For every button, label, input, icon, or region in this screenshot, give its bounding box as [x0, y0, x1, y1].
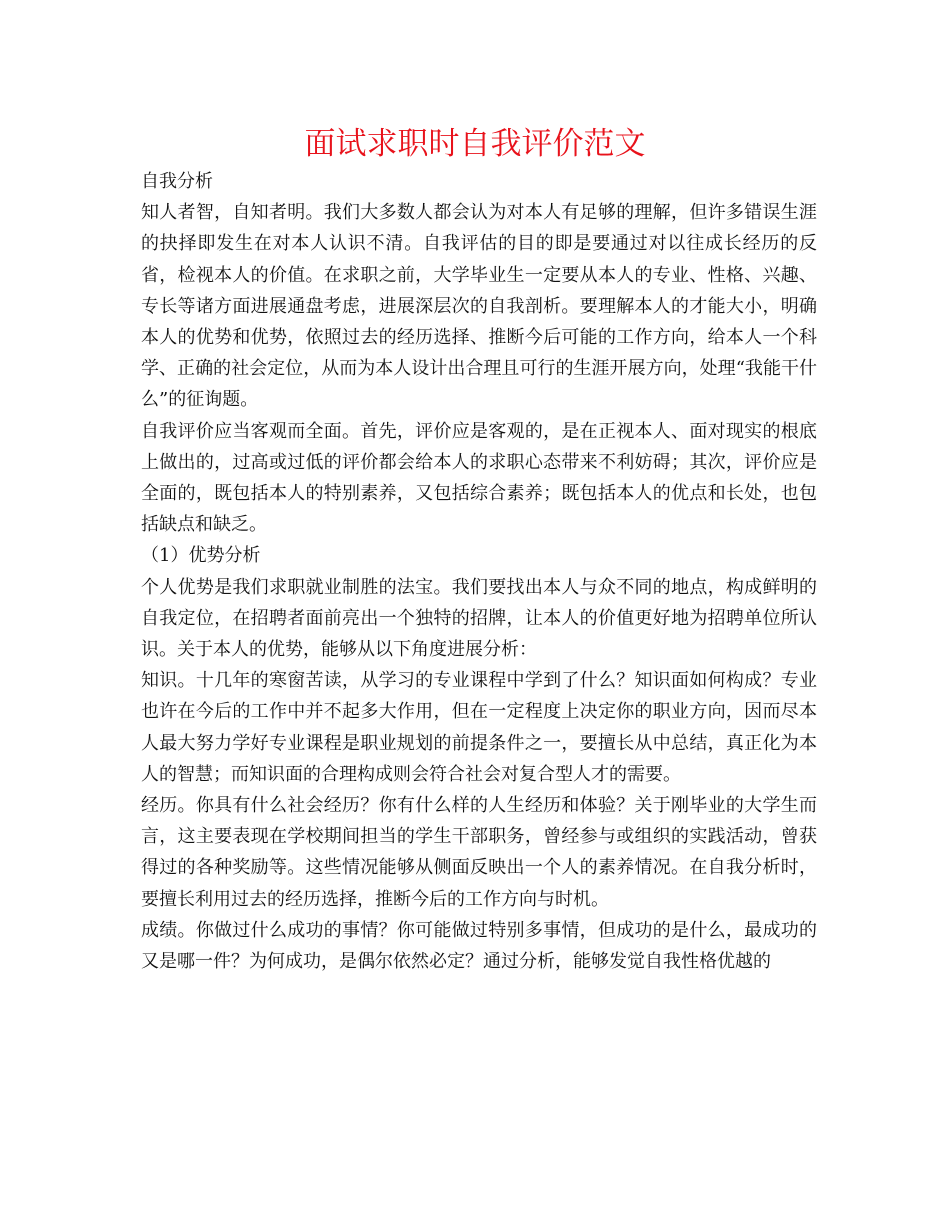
paragraph: 个人优势是我们求职就业制胜的法宝。我们要找出本人与众不同的地点，构成鲜明的自我定位，在招聘者面前亮出一个独特的招牌，让本人的价值更好地为招聘单位所认识。关于本人的优势，能够从以下角度进展分析： — [141, 576, 817, 661]
paragraph: 知人者智，自知者明。我们大多数人都会认为对本人有足够的理解，但许多错误生涯的抉择即发生在对本人认识不清。自我评估的目的即是要通过对以往成长经历的反省，检视本人的价值。在求职之前，大学毕业生一定要从本人的专业、性格、兴趣、专长等诸方面进展通盘考虑，进展深层次的自我剖析。要理解本人的才能大小，明确本人的优势和优势，依照过去的经历选择、推断今后可能的工作方向，给本人一个科学、正确的社会定位，从而为本人设计出合理且可行的生涯开展方向，处理“我能干什么”的征询题。 — [141, 202, 817, 411]
paragraph-achievements: 成绩。你做过什么成功的事情？你可能做过特别多事情，但成功的是什么，最成功的又是哪一件？为何成功，是偶尔依然必定？通过分析，能够发觉自我性格优越的 — [141, 919, 817, 973]
document-body — [141, 166, 817, 977]
section-heading-strengths: （1）优势分析 — [141, 545, 261, 567]
document-title: 面试求职时自我评价范文 — [304, 126, 646, 162]
section-heading-self-analysis: 自我分析 — [141, 171, 213, 192]
paragraph-knowledge: 知识。十几年的寒窗苦读，从学习的专业课程中学到了什么？知识面如何构成？专业也许在今后的工作中并不起多大作用，但在一定程度上决定你的职业方向，因而尽本人最大努力学好专业课程是职业规划的前提条件之一，要擅长从中总结，真正化为本人的智慧；而知识面的合理构成则会符合社会对复合型人才的需要。 — [141, 670, 817, 785]
paragraph-experience: 经历。你具有什么社会经历？你有什么样的人生经历和体验？关于刚毕业的大学生而言，这主要表现在学校期间担当的学生干部职务，曾经参与或组织的实践活动，曾获得过的各种奖励等。这些情况能够从侧面反映出一个人的素养情况。在自我分析时，要擅长利用过去的经历选择，推断今后的工作方向与时机。 — [141, 795, 817, 910]
paragraph: 自我评价应当客观而全面。首先，评价应是客观的，是在正视本人、面对现实的根底上做出的，过高或过低的评价都会给本人的求职心态带来不利妨碍；其次，评价应是全面的，既包括本人的特别素养，又包括综合素养；既包括本人的优点和长处，也包括缺点和缺乏。 — [141, 420, 817, 536]
